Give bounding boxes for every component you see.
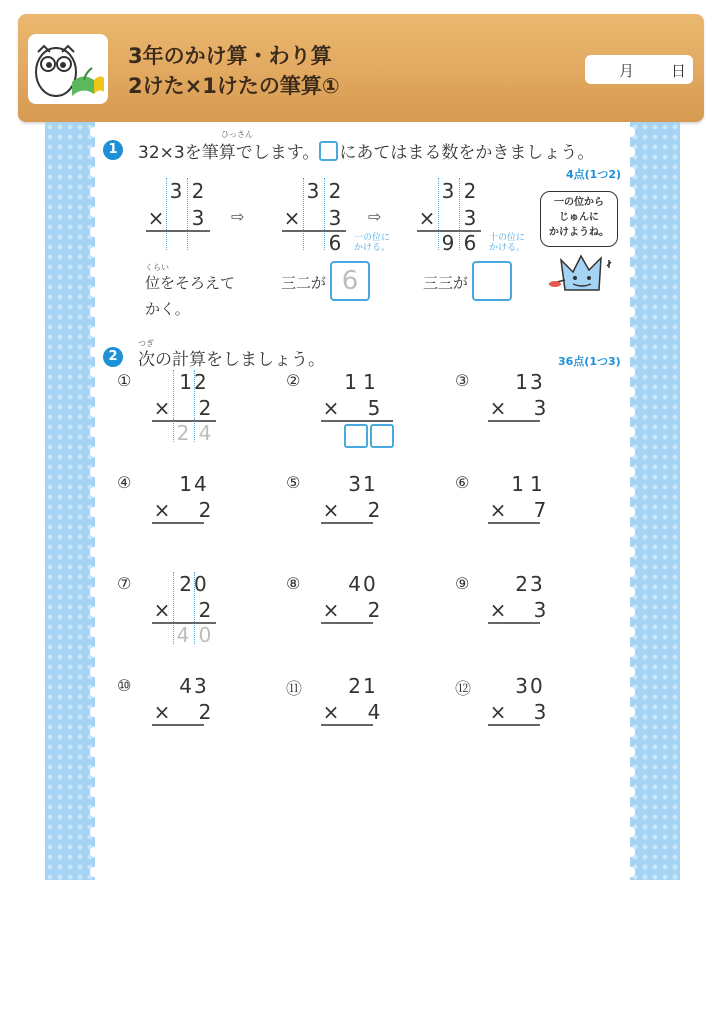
answer-line bbox=[146, 230, 210, 232]
times-sign: × bbox=[322, 598, 340, 622]
multiplier: 7 bbox=[533, 498, 547, 522]
problem-label: ⑫ bbox=[455, 679, 472, 698]
answer-line bbox=[488, 522, 540, 524]
digit: 3 bbox=[328, 206, 342, 230]
times-sign: × bbox=[283, 206, 301, 230]
multiplicand: 23 bbox=[515, 572, 545, 596]
problem-label: ④ bbox=[117, 473, 132, 492]
question-2-number: 2 bbox=[103, 347, 123, 367]
guide-digit: 0 bbox=[198, 623, 212, 647]
blank-box-icon bbox=[319, 141, 338, 161]
result-digit: 9 bbox=[441, 231, 455, 255]
multiplier: 3 bbox=[533, 700, 547, 724]
problem-label: ⑨ bbox=[455, 574, 470, 593]
bubble-line: かけようね。 bbox=[549, 227, 609, 238]
multiplicand: 43 bbox=[179, 674, 209, 698]
arrow-right-icon: ⇨ bbox=[368, 207, 382, 226]
note-line: かける。 bbox=[354, 243, 391, 253]
multiplicand: 11 bbox=[511, 472, 549, 496]
note-line: 一の位に bbox=[354, 233, 391, 243]
note-ones-place bbox=[354, 233, 390, 253]
right-dotted-border bbox=[630, 122, 680, 880]
times-sign: × bbox=[489, 498, 507, 522]
note-line: かける。 bbox=[489, 243, 526, 253]
answer-line bbox=[488, 420, 540, 422]
multiplier: 3 bbox=[533, 396, 547, 420]
digit: 3 bbox=[463, 206, 477, 230]
digit: 2 bbox=[328, 179, 342, 203]
sanni-answer-box[interactable]: 6 bbox=[330, 261, 370, 301]
problem-label: ⑦ bbox=[117, 574, 132, 593]
answer-line bbox=[321, 622, 373, 624]
times-sign: × bbox=[489, 598, 507, 622]
result-digit: 6 bbox=[463, 231, 477, 255]
problem-label: ⑪ bbox=[286, 679, 303, 698]
multiplicand: 31 bbox=[348, 472, 378, 496]
multiplicand: 14 bbox=[179, 472, 209, 496]
times-sign: × bbox=[322, 498, 340, 522]
digit: 2 bbox=[463, 179, 477, 203]
question-1-points: 4点(1つ2) bbox=[566, 168, 622, 181]
instruction-part: の計算をしましょう。 bbox=[155, 350, 325, 370]
guide-digit: 4 bbox=[198, 421, 212, 445]
instruction-part: でします。 bbox=[235, 143, 320, 163]
multiplier: 2 bbox=[198, 598, 212, 622]
left-dotted-border bbox=[45, 122, 95, 880]
digit: 2 bbox=[191, 179, 205, 203]
times-sign: × bbox=[153, 396, 171, 420]
digit: 3 bbox=[306, 179, 320, 203]
multiplicand: 13 bbox=[515, 370, 545, 394]
ruby-kurai: くらい bbox=[145, 263, 169, 272]
question-2-instruction bbox=[138, 345, 325, 370]
times-sign: × bbox=[322, 700, 340, 724]
title-line-2: 2けた×1けたの筆算① bbox=[128, 74, 340, 98]
multiplier: 2 bbox=[367, 598, 381, 622]
crown-mascot-icon bbox=[545, 250, 620, 302]
times-sign: × bbox=[153, 700, 171, 724]
title-line-1: 3年のかけ算・わり算 bbox=[128, 44, 332, 68]
multiplicand: 40 bbox=[348, 572, 378, 596]
answer-line bbox=[152, 724, 204, 726]
times-sign: × bbox=[489, 700, 507, 724]
times-sign: × bbox=[418, 206, 436, 230]
guide-digit: 4 bbox=[176, 623, 190, 647]
answer-line bbox=[321, 420, 393, 422]
note-tens-place bbox=[489, 233, 525, 253]
answer-line bbox=[488, 622, 540, 624]
instruction-part: 次 bbox=[138, 350, 155, 370]
problem-label: ⑩ bbox=[117, 676, 132, 695]
instruction-part: にあてはまる数をかきましょう。 bbox=[339, 143, 595, 163]
multiplicand: 30 bbox=[515, 674, 545, 698]
problem-label: ⑤ bbox=[286, 473, 301, 492]
times-sign: × bbox=[489, 396, 507, 420]
multiplier: 3 bbox=[533, 598, 547, 622]
hint-speech-bubble bbox=[540, 191, 618, 247]
question-2-points: 36点(1つ3) bbox=[558, 355, 621, 368]
multiplicand: 12 bbox=[179, 370, 209, 394]
answer-line bbox=[488, 724, 540, 726]
question-1-instruction bbox=[138, 138, 594, 163]
ruby-tsugi: つぎ bbox=[138, 339, 154, 348]
align-text-2: かく。 bbox=[145, 300, 190, 318]
digit: 3 bbox=[191, 206, 205, 230]
problem-label: ⑥ bbox=[455, 473, 470, 492]
answer-line bbox=[152, 522, 204, 524]
instruction-hissan: 筆算 bbox=[201, 143, 236, 163]
bubble-line: じゅんに bbox=[559, 212, 599, 223]
problem-label: ① bbox=[117, 371, 132, 390]
problem-label: ② bbox=[286, 371, 301, 390]
multiplier: 2 bbox=[198, 498, 212, 522]
sansan-answer-box[interactable] bbox=[472, 261, 512, 301]
answer-box[interactable] bbox=[370, 424, 394, 448]
sansan-label: 三三が bbox=[423, 274, 469, 292]
day-label: 日 bbox=[671, 62, 687, 80]
multiplier: 2 bbox=[367, 498, 381, 522]
ruby-hissan: ひっさん bbox=[221, 130, 253, 139]
question-1-number: 1 bbox=[103, 140, 123, 160]
answer-line bbox=[321, 724, 373, 726]
month-label: 月 bbox=[619, 62, 635, 80]
result-digit: 6 bbox=[328, 231, 342, 255]
arrow-right-icon: ⇨ bbox=[231, 207, 245, 226]
date-field[interactable] bbox=[585, 55, 693, 84]
multiplicand: 20 bbox=[179, 572, 209, 596]
multiplier: 2 bbox=[198, 396, 212, 420]
guide-digit: 2 bbox=[176, 421, 190, 445]
problem-label: ③ bbox=[455, 371, 470, 390]
instruction-part: 32×3を bbox=[138, 143, 202, 163]
multiplier: 5 bbox=[367, 396, 381, 420]
digit: 3 bbox=[169, 179, 183, 203]
note-line: 十の位に bbox=[489, 233, 526, 243]
times-sign: × bbox=[322, 396, 340, 420]
bubble-line: 一の位から bbox=[554, 197, 604, 208]
answer-line bbox=[321, 522, 373, 524]
times-sign: × bbox=[147, 206, 165, 230]
sanni-label: 三二が bbox=[281, 274, 327, 292]
multiplicand: 21 bbox=[348, 674, 378, 698]
multiplier: 2 bbox=[198, 700, 212, 724]
owl-book-logo bbox=[28, 34, 108, 104]
digit: 3 bbox=[441, 179, 455, 203]
align-text-1: 位をそろえて bbox=[145, 274, 236, 292]
multiplier: 4 bbox=[367, 700, 381, 724]
answer-box[interactable] bbox=[344, 424, 368, 448]
times-sign: × bbox=[153, 498, 171, 522]
times-sign: × bbox=[153, 598, 171, 622]
multiplicand: 11 bbox=[344, 370, 382, 394]
problem-label: ⑧ bbox=[286, 574, 301, 593]
